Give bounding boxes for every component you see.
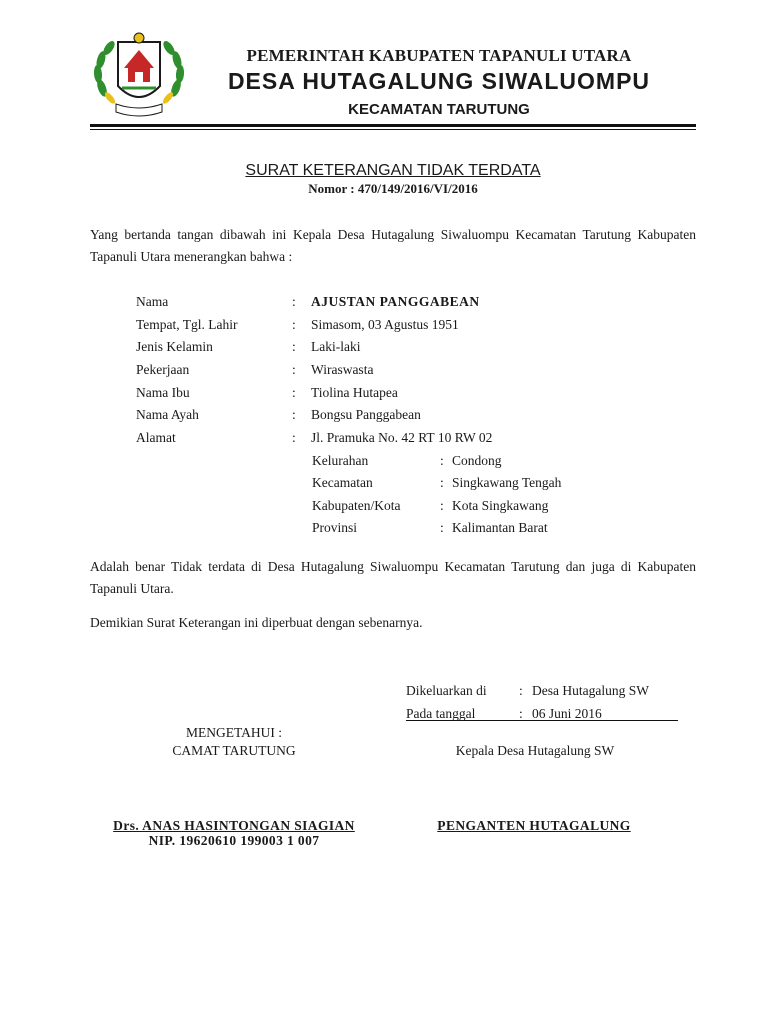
field-label-nama: Nama [136, 294, 169, 309]
acknowledged-label: MENGETAHUI : [185, 725, 283, 740]
regency-logo [88, 28, 190, 128]
address-label-kelurahan: Kelurahan [312, 453, 369, 468]
field-colon: : [519, 706, 523, 721]
village-head-name: PENGANTEN HUTAGALUNG [437, 818, 631, 833]
issued-place-value: Desa Hutagalung SW [532, 683, 649, 698]
address-value-provinsi: Kalimantan Barat [452, 520, 548, 535]
issued-place-label: Dikeluarkan di [406, 683, 487, 698]
field-label-mother: Nama Ibu [136, 385, 190, 400]
village-head-title: Kepala Desa Hutagalung SW [455, 743, 615, 758]
letterhead-rule-thin [90, 129, 696, 130]
field-label-occupation: Pekerjaan [136, 362, 190, 377]
field-colon: : [292, 294, 296, 309]
address-label-kecamatan: Kecamatan [312, 475, 373, 490]
closing-paragraph: Demikian Surat Keterangan ini diperbuat dengan sebenarnya. [90, 615, 423, 630]
address-value-kelurahan: Condong [452, 453, 502, 468]
field-value-address: Jl. Pramuka No. 42 RT 10 RW 02 [311, 430, 493, 445]
field-colon: : [292, 362, 296, 377]
field-value-nama: AJUSTAN PANGGABEAN [311, 294, 480, 309]
field-colon: : [292, 317, 296, 332]
field-value-mother: Tiolina Hutapea [311, 385, 398, 400]
field-colon: : [519, 683, 523, 698]
field-value-gender: Laki-laki [311, 339, 361, 354]
letterhead-district: KECAMATAN TARUTUNG [348, 101, 530, 118]
field-value-birth: Simasom, 03 Agustus 1951 [311, 317, 459, 332]
letter-number: Nomor : 470/149/2016/VI/2016 [308, 181, 478, 196]
field-colon: : [440, 453, 444, 468]
field-label-birth: Tempat, Tgl. Lahir [136, 317, 238, 332]
camat-title: CAMAT TARUTUNG [172, 743, 296, 758]
address-value-kecamatan: Singkawang Tengah [452, 475, 562, 490]
field-colon: : [440, 520, 444, 535]
field-label-father: Nama Ayah [136, 407, 199, 422]
issued-date-row [406, 705, 678, 721]
issued-date-value: 06 Juni 2016 [532, 706, 602, 721]
field-value-father: Bongsu Panggabean [311, 407, 421, 422]
field-colon: : [292, 430, 296, 445]
letterhead-village: DESA HUTAGALUNG SIWALUOMPU [227, 68, 651, 94]
field-colon: : [440, 475, 444, 490]
field-colon: : [292, 339, 296, 354]
field-colon: : [292, 385, 296, 400]
field-label-gender: Jenis Kelamin [136, 339, 213, 354]
field-label-address: Alamat [136, 430, 176, 445]
letterhead-government: PEMERINTAH KABUPATEN TAPANULI UTARA [246, 46, 632, 65]
field-colon: : [440, 498, 444, 513]
address-label-provinsi: Provinsi [312, 520, 358, 535]
camat-name: Drs. ANAS HASINTONGAN SIAGIAN [113, 818, 355, 833]
letter-title: SURAT KETERANGAN TIDAK TERDATA [245, 162, 541, 179]
field-colon: : [292, 407, 296, 422]
camat-nip: NIP. 19620610 199003 1 007 [148, 833, 320, 848]
intro-paragraph: Yang bertanda tangan dibawah ini Kepala Desa Hutagalung Siwaluompu Kecamatan Tarutung Kabupaten Tapanuli Utara menerangkan bahwa : [90, 227, 696, 264]
address-label-kabupaten: Kabupaten/Kota [312, 498, 401, 513]
letterhead-rule-thick [90, 124, 696, 127]
field-value-occupation: Wiraswasta [311, 362, 374, 377]
statement-paragraph: Adalah benar Tidak terdata di Desa Hutagalung Siwaluompu Kecamatan Tarutung dan juga di Kabupaten Tapanuli Utara. [90, 559, 696, 596]
address-value-kabupaten: Kota Singkawang [452, 498, 549, 513]
issued-date-label: Pada tanggal [406, 706, 476, 721]
